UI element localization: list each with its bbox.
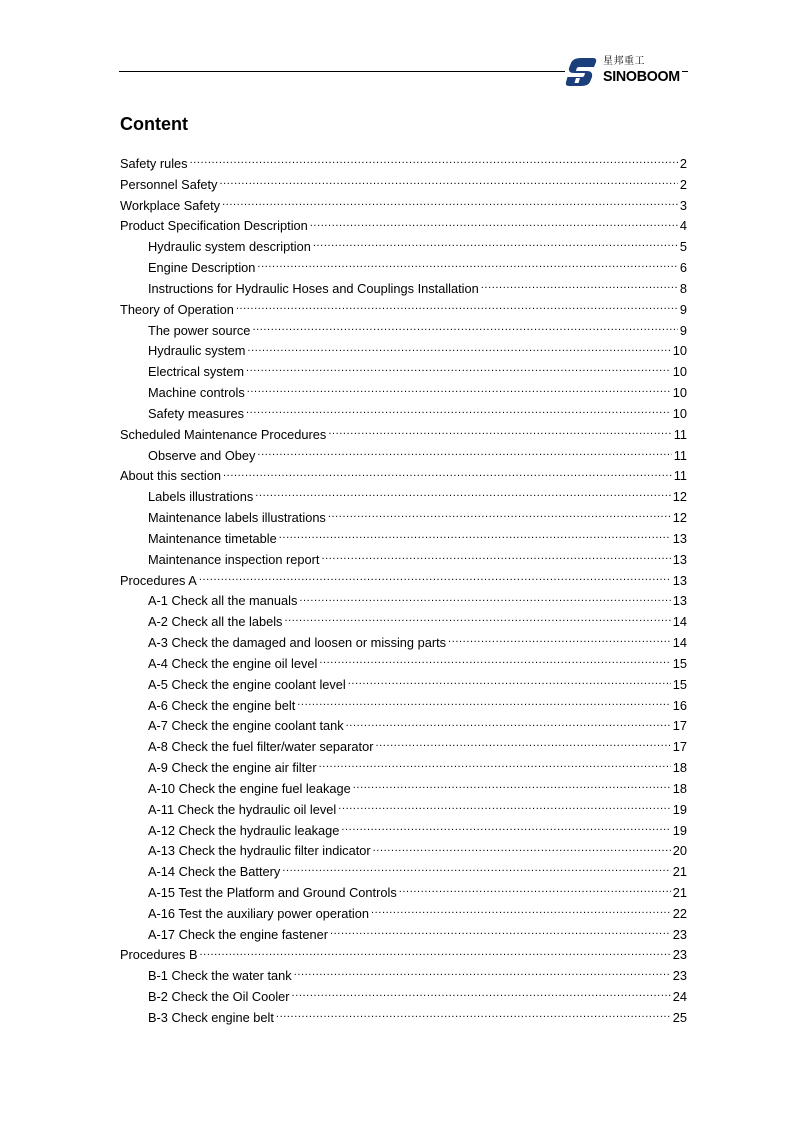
toc-entry-page: 24 (672, 989, 687, 1005)
toc-entry-label: B-1 Check the water tank (148, 968, 292, 984)
toc-entry-label: Hydraulic system description (148, 239, 311, 255)
logo-brand-name: SINOBOOM (603, 68, 680, 85)
toc-entry-label: Procedures A (120, 572, 197, 588)
toc-leader-dots (199, 572, 671, 585)
toc-leader-dots (190, 155, 678, 168)
toc-leader-dots (448, 634, 671, 647)
toc-entry[interactable] (120, 487, 687, 508)
toc-entry-page: 2 (679, 176, 687, 192)
toc-entry-page: 10 (672, 364, 687, 380)
toc-entry-page: 12 (672, 510, 687, 526)
toc-leader-dots (279, 530, 671, 543)
toc-entry-page: 12 (672, 489, 687, 505)
toc-entry[interactable] (120, 258, 687, 279)
sinoboom-logo-icon (563, 56, 599, 88)
toc-entry-label: Procedures B (120, 947, 198, 963)
toc-entry-page: 23 (672, 968, 687, 984)
toc-entry-page: 17 (672, 739, 687, 755)
toc-leader-dots (481, 280, 678, 293)
toc-entry-label: A-5 Check the engine coolant level (148, 676, 346, 692)
toc-entry[interactable] (120, 154, 687, 175)
toc-entry-page: 9 (679, 322, 687, 338)
toc-entry-page: 23 (672, 947, 687, 963)
table-of-contents (120, 154, 687, 1029)
toc-entry-page: 10 (672, 385, 687, 401)
toc-leader-dots (294, 968, 671, 981)
logo-chinese-name: 星邦重工 (603, 56, 645, 67)
toc-leader-dots (321, 551, 670, 564)
toc-leader-dots (247, 384, 671, 397)
toc-entry-page: 13 (672, 572, 687, 588)
toc-leader-dots (313, 239, 678, 252)
toc-entry-label: A-8 Check the fuel filter/water separator (148, 739, 374, 755)
toc-entry-page: 22 (672, 905, 687, 921)
toc-entry-label: The power source (148, 322, 251, 338)
toc-entry-label: A-4 Check the engine oil level (148, 655, 318, 671)
toc-entry[interactable] (120, 404, 687, 425)
toc-entry-page: 25 (672, 1009, 687, 1025)
toc-entry[interactable] (120, 529, 687, 550)
toc-leader-dots (282, 863, 670, 876)
toc-entry-label: Safety rules (120, 156, 188, 171)
toc-entry-label: About this section (120, 468, 222, 484)
toc-entry[interactable] (120, 196, 687, 217)
toc-leader-dots (319, 759, 671, 772)
toc-entry-label: Labels illustrations (148, 489, 254, 505)
toc-leader-dots (319, 655, 670, 668)
toc-entry[interactable] (120, 696, 687, 717)
toc-leader-dots (246, 405, 671, 418)
toc-entry-page: 8 (679, 280, 687, 296)
toc-entry[interactable] (120, 571, 687, 592)
toc-entry-page: 19 (672, 801, 687, 817)
toc-entry[interactable] (120, 175, 687, 196)
toc-entry[interactable] (120, 383, 687, 404)
toc-leader-dots (284, 613, 670, 626)
toc-entry[interactable] (120, 800, 687, 821)
toc-leader-dots (297, 697, 671, 710)
toc-entry[interactable] (120, 446, 687, 467)
toc-entry-label: Hydraulic system (148, 343, 246, 359)
toc-entry-page: 11 (673, 426, 687, 442)
toc-leader-dots (341, 822, 670, 835)
toc-entry[interactable] (120, 550, 687, 571)
sinoboom-logo (563, 56, 685, 88)
toc-leader-dots (200, 947, 671, 960)
toc-entry-page: 13 (672, 593, 687, 609)
toc-entry[interactable] (120, 591, 687, 612)
toc-entry-label: B-2 Check the Oil Cooler (148, 989, 290, 1005)
toc-entry-label: Product Specification Description (120, 218, 308, 234)
toc-entry-page: 21 (672, 864, 687, 880)
toc-entry[interactable] (120, 279, 687, 300)
toc-entry-page: 18 (672, 780, 687, 796)
toc-leader-dots (276, 1009, 671, 1022)
toc-entry-label: Safety measures (148, 405, 245, 421)
toc-leader-dots (328, 426, 671, 439)
toc-entry-label: A-10 Check the engine fuel leakage (148, 780, 351, 796)
toc-leader-dots (223, 468, 672, 481)
toc-entry[interactable] (120, 1008, 687, 1029)
toc-entry-label: A-12 Check the hydraulic leakage (148, 822, 340, 838)
toc-leader-dots (338, 801, 671, 814)
toc-leader-dots (348, 676, 671, 689)
toc-leader-dots (222, 197, 678, 210)
toc-entry[interactable] (120, 716, 687, 737)
toc-entry[interactable] (120, 821, 687, 842)
toc-entry[interactable] (120, 612, 687, 633)
toc-entry[interactable] (120, 737, 687, 758)
toc-entry-label: A-15 Test the Platform and Ground Controls (148, 884, 397, 900)
header-rule (119, 71, 565, 72)
toc-entry-page: 5 (679, 239, 687, 255)
toc-entry-label: Theory of Operation (120, 301, 234, 317)
toc-entry-page: 11 (673, 468, 687, 484)
toc-entry[interactable] (120, 883, 687, 904)
toc-entry[interactable] (120, 862, 687, 883)
toc-entry[interactable] (120, 654, 687, 675)
toc-entry-page: 4 (679, 218, 687, 234)
toc-entry-label: Observe and Obey (148, 447, 256, 463)
toc-entry-label: Maintenance timetable (148, 530, 277, 546)
toc-leader-dots (292, 988, 671, 1001)
toc-entry-label: A-13 Check the hydraulic filter indicator (148, 843, 371, 859)
toc-entry-label: Maintenance inspection report (148, 551, 320, 567)
toc-entry[interactable] (120, 216, 687, 237)
toc-entry-page: 3 (679, 197, 687, 213)
toc-entry-page: 14 (672, 614, 687, 630)
toc-entry-label: Maintenance labels illustrations (148, 510, 326, 526)
toc-entry[interactable] (120, 945, 687, 966)
toc-entry[interactable] (120, 966, 687, 987)
toc-entry-label: A-7 Check the engine coolant tank (148, 718, 344, 734)
toc-entry-label: A-1 Check all the manuals (148, 593, 298, 609)
toc-leader-dots (373, 843, 671, 856)
toc-entry-label: Personnel Safety (120, 176, 218, 192)
toc-entry-page: 15 (672, 676, 687, 692)
toc-entry[interactable] (120, 779, 687, 800)
toc-entry-page: 21 (672, 884, 687, 900)
toc-entry[interactable] (120, 904, 687, 925)
toc-leader-dots (246, 363, 671, 376)
toc-leader-dots (236, 301, 678, 314)
toc-entry-label: Scheduled Maintenance Procedures (120, 426, 327, 442)
toc-entry[interactable] (120, 675, 687, 696)
page-title: Content (120, 114, 188, 134)
toc-leader-dots (399, 884, 671, 897)
toc-entry-page: 17 (672, 718, 687, 734)
toc-entry-label: Workplace Safety (120, 197, 221, 213)
toc-leader-dots (328, 509, 671, 522)
toc-entry-page: 16 (672, 697, 687, 713)
toc-entry[interactable] (120, 758, 687, 779)
toc-leader-dots (257, 259, 677, 272)
toc-leader-dots (219, 176, 677, 189)
toc-leader-dots (299, 593, 670, 606)
toc-entry-page: 6 (679, 260, 687, 276)
toc-entry-page: 11 (673, 447, 687, 463)
toc-entry-page: 13 (672, 530, 687, 546)
toc-leader-dots (346, 718, 671, 731)
toc-leader-dots (310, 218, 678, 231)
toc-entry[interactable] (120, 237, 687, 258)
toc-entry-label: A-14 Check the Battery (148, 864, 281, 880)
toc-entry[interactable] (120, 841, 687, 862)
toc-entry-label: A-9 Check the engine air filter (148, 760, 317, 776)
toc-entry[interactable] (120, 341, 687, 362)
toc-entry-page: 10 (672, 343, 687, 359)
toc-entry-page: 2 (679, 156, 687, 171)
toc-entry-label: A-16 Test the auxiliary power operation (148, 905, 369, 921)
toc-leader-dots (247, 343, 670, 356)
toc-leader-dots (252, 322, 677, 335)
toc-leader-dots (353, 780, 671, 793)
toc-entry-label: A-3 Check the damaged and loosen or missing parts (148, 635, 447, 651)
toc-entry[interactable] (120, 466, 687, 487)
toc-entry-label: A-11 Check the hydraulic oil level (148, 801, 337, 817)
toc-entry[interactable] (120, 633, 687, 654)
toc-entry-page: 18 (672, 760, 687, 776)
toc-entry-label: Instructions for Hydraulic Hoses and Couplings Installation (148, 280, 479, 296)
toc-entry-page: 23 (672, 926, 687, 942)
toc-entry[interactable] (120, 508, 687, 529)
toc-entry[interactable] (120, 925, 687, 946)
toc-entry-page: 9 (679, 301, 687, 317)
toc-entry[interactable] (120, 425, 687, 446)
toc-entry-page: 20 (672, 843, 687, 859)
toc-entry-label: A-17 Check the engine fastener (148, 926, 328, 942)
toc-leader-dots (371, 905, 671, 918)
toc-leader-dots (257, 447, 671, 460)
toc-entry-page: 13 (672, 551, 687, 567)
toc-entry[interactable] (120, 362, 687, 383)
toc-entry-label: Engine Description (148, 260, 256, 276)
toc-entry[interactable] (120, 300, 687, 321)
toc-entry-label: A-6 Check the engine belt (148, 697, 296, 713)
toc-entry-label: A-2 Check all the labels (148, 614, 283, 630)
toc-entry-page: 19 (672, 822, 687, 838)
toc-leader-dots (255, 488, 670, 501)
toc-entry[interactable] (120, 321, 687, 342)
toc-leader-dots (330, 926, 671, 939)
toc-entry[interactable] (120, 987, 687, 1008)
toc-entry-page: 15 (672, 655, 687, 671)
toc-entry-label: B-3 Check engine belt (148, 1009, 274, 1025)
toc-leader-dots (375, 738, 670, 751)
toc-entry-page: 10 (672, 405, 687, 421)
toc-entry-page: 14 (672, 635, 687, 651)
toc-entry-label: Electrical system (148, 364, 244, 380)
toc-entry-label: Machine controls (148, 385, 245, 401)
